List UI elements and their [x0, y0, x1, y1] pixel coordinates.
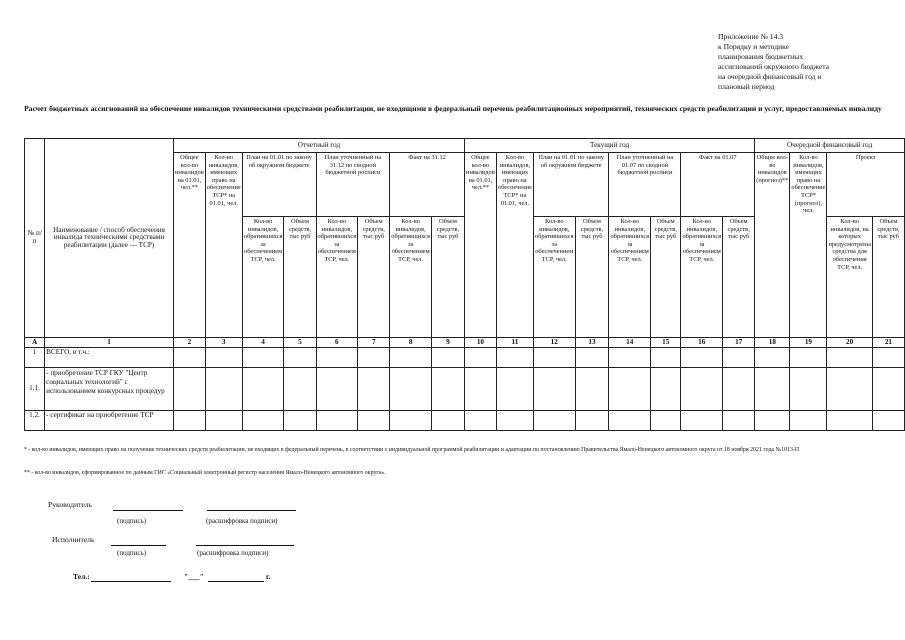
appendix-line: к Порядку и методике [718, 42, 790, 51]
executor-decode-line [196, 545, 294, 546]
col-number: 7 [358, 338, 390, 348]
head-signature-line [113, 510, 183, 511]
table-row [25, 348, 905, 368]
header-rights-0101: Кол-во инвалидов, имеющих право на обеспечение ТСР* на 01.01, чел. [205, 153, 242, 338]
header-rights-0101: Кол-во инвалидов, имеющих право на обеспечение ТСР* на 01.01, чел. [496, 153, 533, 338]
header-qty: Кол-во инвалидов, обратившихся за обеспечением ТСР, чел. [681, 217, 723, 338]
col-number: 6 [316, 338, 358, 348]
col-number: 12 [533, 338, 575, 348]
head-decode-hint: (расшифровка подписи) [206, 517, 278, 525]
col-number: 14 [609, 338, 651, 348]
row-name: - приобретение ТСР ГКУ "Центр социальных технологий" с использованием конкурсных процедур [45, 368, 174, 411]
col-number: 4 [242, 338, 284, 348]
footnote-1: * - кол-во инвалидов, имеющих право на получение технических средств реабилитации, не входящих в федеральный перечень, в соответствии с индивидуальной программой реабилитации и адаптации по постановлению Правительства Ямало-Ненецкого автономного округа от 18 ноября 2021 года №1013-П [24, 447, 800, 453]
row-name: - сертификат на приобретение ТСР [45, 411, 174, 431]
col-number: 13 [575, 338, 609, 348]
head-label: Руководитель [48, 500, 93, 509]
col-number: 3 [205, 338, 242, 348]
col-number: 10 [464, 338, 496, 348]
header-plan-0107: План уточненный на 01.07 по сводной бюджетной росписи [609, 153, 681, 217]
col-number: 15 [651, 338, 681, 348]
header-fact-1231: Факт на 31.12 [390, 153, 465, 217]
appendix-line: плановый период [718, 82, 775, 91]
header-volume: Объем средств, тыс руб [872, 217, 904, 338]
col-number: 19 [790, 338, 827, 348]
row-number: 1 [25, 348, 45, 368]
executor-signature-hint: (подпись) [117, 549, 147, 557]
header-qty: Кол-во инвалидов, обратившихся за обеспечением ТСР, чел. [242, 217, 284, 338]
header-volume: Объем средств, тыс руб [431, 217, 464, 338]
header-qty: Кол-во инвалидов, обратившихся за обеспечением ТСР, чел. [533, 217, 575, 338]
header-next-year: Очередной финансовый год [755, 139, 905, 153]
col-number: 9 [431, 338, 464, 348]
date-line [208, 581, 264, 582]
executor-decode-hint: (расшифровка подписи) [197, 549, 269, 557]
date-day: "___" [184, 572, 204, 581]
header-qty-need: Кол-во инвалидов, на которых предусмотрены средства для обеспечения ТСР, чел. [827, 217, 872, 338]
header-volume: Объем средств, тыс руб [284, 217, 316, 338]
header-qty: Кол-во инвалидов, обратившихся за обеспечением ТСР, чел. [390, 217, 432, 338]
col-number: 2 [174, 338, 206, 348]
col-number: 1 [45, 338, 174, 348]
header-volume: Объем средств, тыс руб [575, 217, 609, 338]
head-decode-line [207, 510, 296, 511]
date-year-suffix: г. [266, 572, 271, 581]
col-number: 8 [390, 338, 432, 348]
col-number: 5 [284, 338, 316, 348]
col-number: А [25, 338, 45, 348]
header-volume: Объем средств, тыс руб [651, 217, 681, 338]
document-title: Расчет бюджетных ассигнований на обеспечение инвалидов техническими средствами реабилитации, не входящими в федеральный перечень реабилитационных мероприятий, технических средств реабилитации и услуг, предоставляемых инвалиду [24, 104, 882, 113]
appendix-line: планирования бюджетных [718, 52, 804, 61]
header-report-year: Отчетный год [174, 139, 465, 153]
col-number: 20 [827, 338, 872, 348]
header-qty: Кол-во инвалидов, обратившихся за обеспечением ТСР, чел. [609, 217, 651, 338]
row-number: 1.1. [25, 368, 45, 411]
header-total-forecast: Общее кол-во инвалидов (прогноз)** [755, 153, 790, 338]
header-plan-0101: План на 01.01 по закону об окружном бюджете [242, 153, 316, 217]
col-number: 16 [681, 338, 723, 348]
phone-line [91, 581, 171, 582]
col-number: 18 [755, 338, 790, 348]
executor-signature-line [111, 545, 166, 546]
table-row [25, 411, 905, 431]
table-row [25, 368, 905, 411]
col-number: 17 [723, 338, 755, 348]
header-plan-1231: План уточненный на 31.12 по сводной бюджетной росписи [316, 153, 390, 217]
col-number: 11 [496, 338, 533, 348]
header-fact-0107: Факт на 01.07 [681, 153, 755, 217]
header-current-year: Текущий год [464, 139, 754, 153]
appendix-line: на очередной финансовый год и [718, 72, 822, 81]
header-volume: Объем средств, тыс руб [723, 217, 755, 338]
header-project: Проект [827, 153, 905, 217]
row-number: 1.2. [25, 411, 45, 431]
appendix-line: ассигнований окружного бюджета [718, 62, 830, 71]
header-name: Наименование / способ обеспечения инвалида техническими средствами реабилитации (далее — ТСР) [45, 139, 174, 338]
header-plan-0101: План на 01.01 по закону об окружном бюджете [533, 153, 609, 217]
header-qty: Кол-во инвалидов, обратившихся за обеспечением ТСР, чел. [316, 217, 358, 338]
header-row-number: № п/п [25, 139, 45, 338]
header-total-0101: Общее кол-во инвалидов на 01.01, чел.** [464, 153, 496, 338]
appendix-block [718, 32, 900, 92]
header-volume: Объем средств, тыс руб [358, 217, 390, 338]
row-name: ВСЕГО, в т.ч.: [45, 348, 174, 368]
header-rights-forecast: Кол-во инвалидов, имеющих право на обеспечение ТСР* (прогноз), чел. [790, 153, 827, 338]
budget-table [24, 138, 905, 431]
appendix-line: Приложение № 14.3 [718, 32, 784, 41]
footnote-2: ** - кол-во инвалидов, сформированное по данным ГИС «Социальный электронный регистр населения Ямало-Ненецкого автономного округа». [24, 470, 386, 476]
header-total-0101: Общее кол-во инвалидов на 01.01, чел.** [174, 153, 206, 338]
phone-label: Тел.: [73, 572, 90, 581]
executor-label: Исполнитель [52, 535, 95, 544]
head-signature-hint: (подпись) [117, 517, 147, 525]
col-number: 21 [872, 338, 904, 348]
